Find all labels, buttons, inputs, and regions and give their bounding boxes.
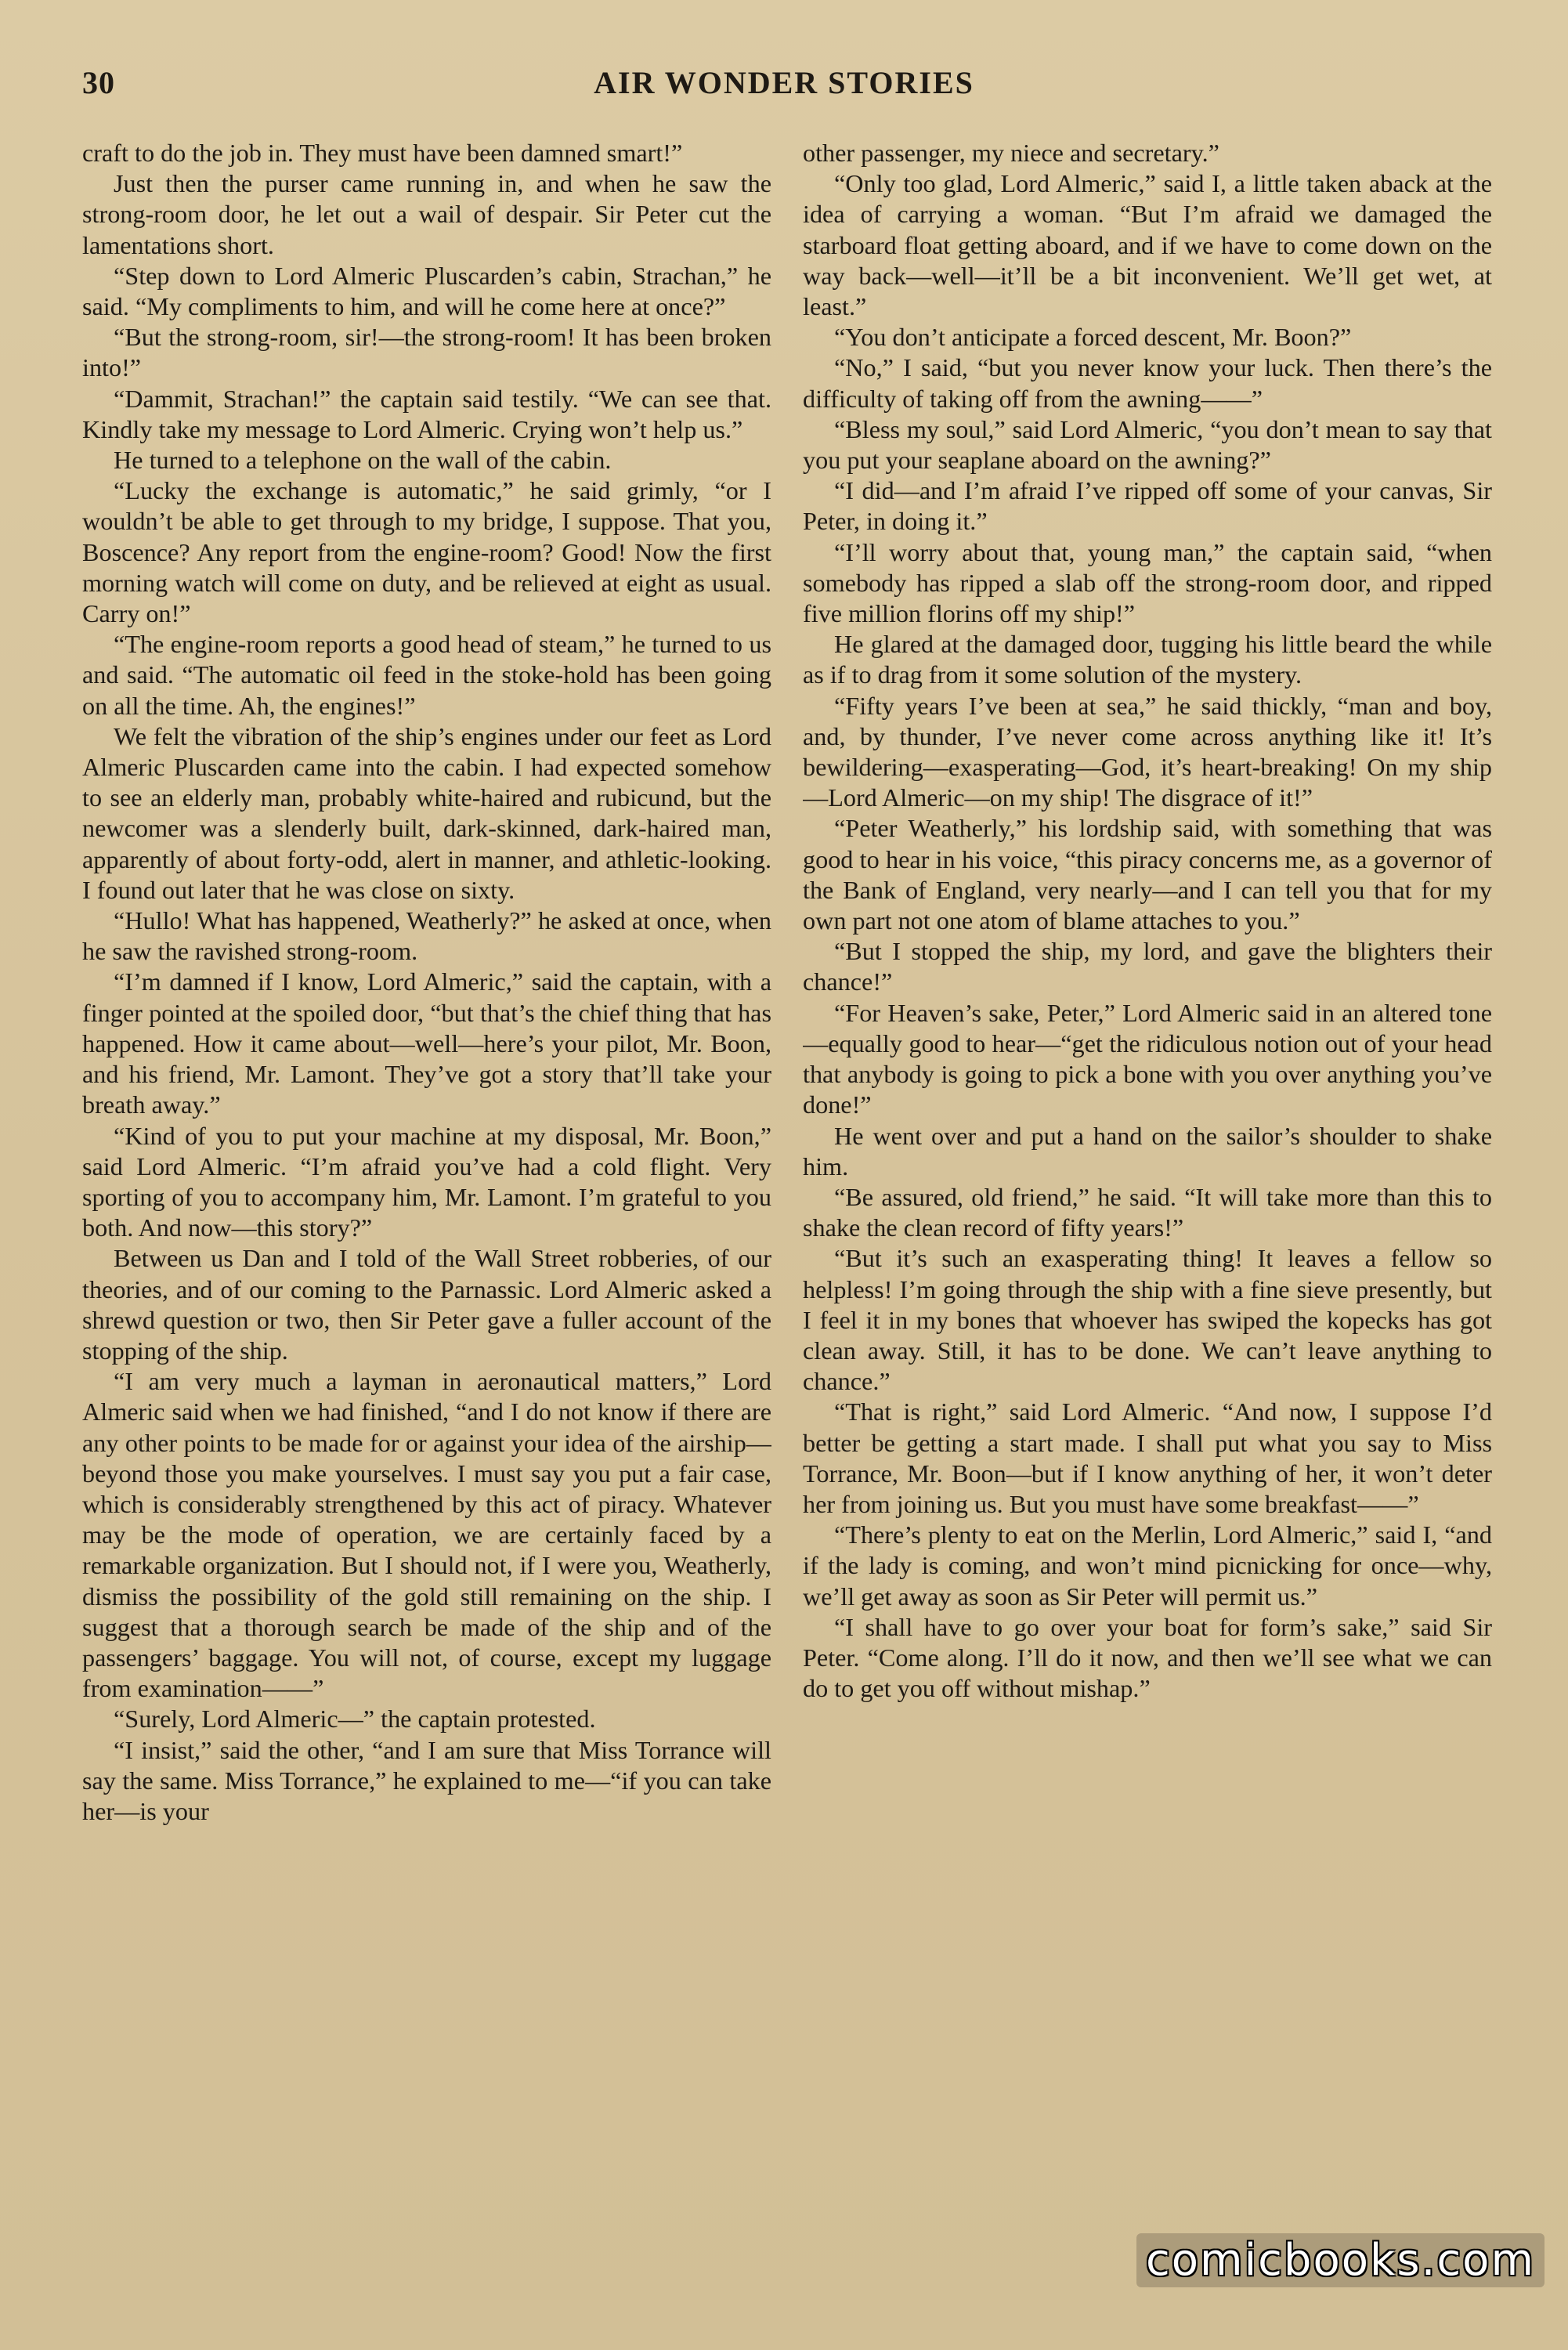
running-head-title: AIR WONDER STORIES	[594, 65, 974, 100]
paragraph: “There’s plenty to eat on the Merlin, Lord Almeric,” said I, “and if the lady is coming, and won’t mind picnicking for once—why, we’ll get away as soon as Sir Peter will permit us.”	[803, 1520, 1492, 1611]
paragraph: “Dammit, Strachan!” the captain said testily. “We can see that. Kindly take my message to Lord Almeric. Crying won’t help us.”	[82, 384, 771, 443]
paragraph: “But it’s such an exasperating thing! It leaves a fellow so helpless! I’m going through the ship with a fine sieve presently, but I feel it in my bones that whoever has swiped the kopecks has got clean away. Still, it has to be done. We can’t leave anything to chance.”	[803, 1244, 1492, 1396]
paragraph: craft to do the job in. They must have been damned smart!”	[82, 139, 683, 167]
paragraph: “I’m damned if I know, Lord Almeric,” said the captain, with a finger pointed at the spoiled door, “but that’s the chief thing that has happened. How it came about—well—here’s your pilot, Mr. Boon, and his friend, Mr. Lamont. They’ve got a story that’ll take your breath away.”	[82, 967, 771, 1119]
paragraph: “I shall have to go over your boat for form’s sake,” said Sir Peter. “Come along. I’ll do it now, and then we’ll see what we can do to get you off without mishap.”	[803, 1612, 1492, 1703]
right-column	[803, 138, 1492, 2269]
paragraph: “You don’t anticipate a forced descent, Mr. Boon?”	[834, 323, 1352, 352]
paragraph: “Peter Weatherly,” his lordship said, with something that was good to hear in his voice, “this piracy concerns me, as a governor of the Bank of England, very nearly—and I can tell you that for my own part not one atom of blame attaches to you.”	[803, 814, 1492, 935]
paragraph: “Only too glad, Lord Almeric,” said I, a little taken aback at the idea of carrying a woman. “But I’m afraid we damaged the starboard float getting aboard, and if we have to come down on the way back—well—it’ll be a bit inconvenient. We’ll get wet, at least.”	[803, 169, 1492, 321]
paragraph: He turned to a telephone on the wall of the cabin.	[114, 446, 612, 475]
paragraph: “Kind of you to put your machine at my disposal, Mr. Boon,” said Lord Almeric. “I’m afraid you’ve had a cold flight. Very sporting of you to accompany him, Mr. Lamont. I’m grateful to you both. And now—this story?”	[82, 1121, 771, 1242]
paragraph: “No,” I said, “but you never know your luck. Then there’s the difficulty of taking off from the awning——”	[803, 353, 1492, 413]
paragraph: “Be assured, old friend,” he said. “It will take more than this to shake the clean record of fifty years!”	[803, 1182, 1492, 1242]
page-header	[82, 64, 1486, 111]
paragraph: “I insist,” said the other, “and I am sure that Miss Torrance will say the same. Miss Torrance,” he explained to me—“if you can take her—is your	[82, 1735, 771, 1825]
paragraph: “But I stopped the ship, my lord, and gave the blighters their chance!”	[803, 937, 1492, 996]
paragraph: “But the strong-room, sir!—the strong-room! It has been broken into!”	[82, 323, 771, 382]
paragraph: Between us Dan and I told of the Wall Street robberies, of our theories, and of our coming to the Parnassic. Lord Almeric asked a shrewd question or two, then Sir Peter gave a fuller account of the stopping of the ship.	[82, 1244, 771, 1365]
paragraph: “Bless my soul,” said Lord Almeric, “you don’t mean to say that you put your seaplane aboard on the awning?”	[803, 414, 1492, 475]
paragraph: “That is right,” said Lord Almeric. “And now, I suppose I’d better be getting a start made. I shall put what you say to Miss Torrance, Mr. Boon—but if I know anything of her, it won’t deter her from joining us. But you must have some breakfast——”	[803, 1397, 1492, 1518]
paragraph: He glared at the damaged door, tugging his little beard the while as if to drag from it some solution of the mystery.	[803, 630, 1492, 689]
paragraph: “I am very much a layman in aeronautical matters,” Lord Almeric said when we had finished, “and I do not know if there are any other points to be made for or against your idea of the airship—beyond those you make yourselves. I must say you put a fair case, which is considerably strengthened by this act of piracy. Whatever may be the mode of operation, we are certainly faced by a remarkable organization. But I should not, if I were you, Weatherly, dismiss the possibility of the gold still remaining on the ship. I suggest that a thorough search be made of the ship and of the passengers’ baggage. You will not, of course, except my luggage from examination——”	[82, 1367, 771, 1703]
left-column	[82, 138, 771, 2269]
paragraph: other passenger, my niece and secretary.”	[803, 139, 1219, 167]
paragraph: “The engine-room reports a good head of steam,” he turned to us and said. “The automatic oil feed in the stoke-hold has been going on all the time. Ah, the engines!”	[82, 630, 771, 720]
site-watermark: comicbooks.com	[1136, 2233, 1545, 2287]
paragraph: “I did—and I’m afraid I’ve ripped off some of your canvas, Sir Peter, in doing it.”	[803, 476, 1492, 536]
paragraph: Just then the purser came running in, and when he saw the strong-room door, he let out a wail of despair. Sir Peter cut the lamentations short.	[82, 169, 771, 259]
paragraph: We felt the vibration of the ship’s engines under our feet as Lord Almeric Pluscarden came into the cabin. I had expected somehow to see an elderly man, probably white-haired and rubicund, but the newcomer was a slenderly built, dark-skinned, dark-haired man, apparently of about forty-odd, alert in manner, and athletic-looking. I found out later that he was close on sixty.	[82, 721, 771, 904]
page-number: 30	[82, 65, 115, 100]
paragraph: “Step down to Lord Almeric Pluscarden’s cabin, Strachan,” he said. “My compliments to him, and will he come here at once?”	[82, 261, 771, 321]
paragraph: “Hullo! What has happened, Weatherly?” he asked at once, when he saw the ravished strong-room.	[82, 906, 771, 966]
paragraph: “Lucky the exchange is automatic,” he said grimly, “or I wouldn’t be able to get through to my bridge, I suppose. That you, Boscence? Any report from the engine-room? Good! Now the first morning watch will come on duty, and be relieved at eight as usual. Carry on!”	[82, 476, 771, 628]
paragraph: “I’ll worry about that, young man,” the captain said, “when somebody has ripped a slab off the strong-room door, and ripped five million florins off my ship!”	[803, 537, 1492, 628]
paragraph: “For Heaven’s sake, Peter,” Lord Almeric said in an altered tone—equally good to hear—“get the ridiculous notion out of your head that anybody is going to pick a bone with you over anything you’ve done!”	[803, 998, 1492, 1119]
paragraph: “Fifty years I’ve been at sea,” he said thickly, “man and boy, and, by thunder, I’ve never come across anything like it! It’s bewildering—exasperating—God, it’s heart-breaking! On my ship—Lord Almeric—on my ship! The disgrace of it!”	[803, 691, 1492, 812]
paragraph: He went over and put a hand on the sailor’s shoulder to shake him.	[803, 1121, 1492, 1180]
paragraph: “Surely, Lord Almeric—” the captain protested.	[114, 1705, 596, 1734]
text-columns	[82, 138, 1492, 2269]
